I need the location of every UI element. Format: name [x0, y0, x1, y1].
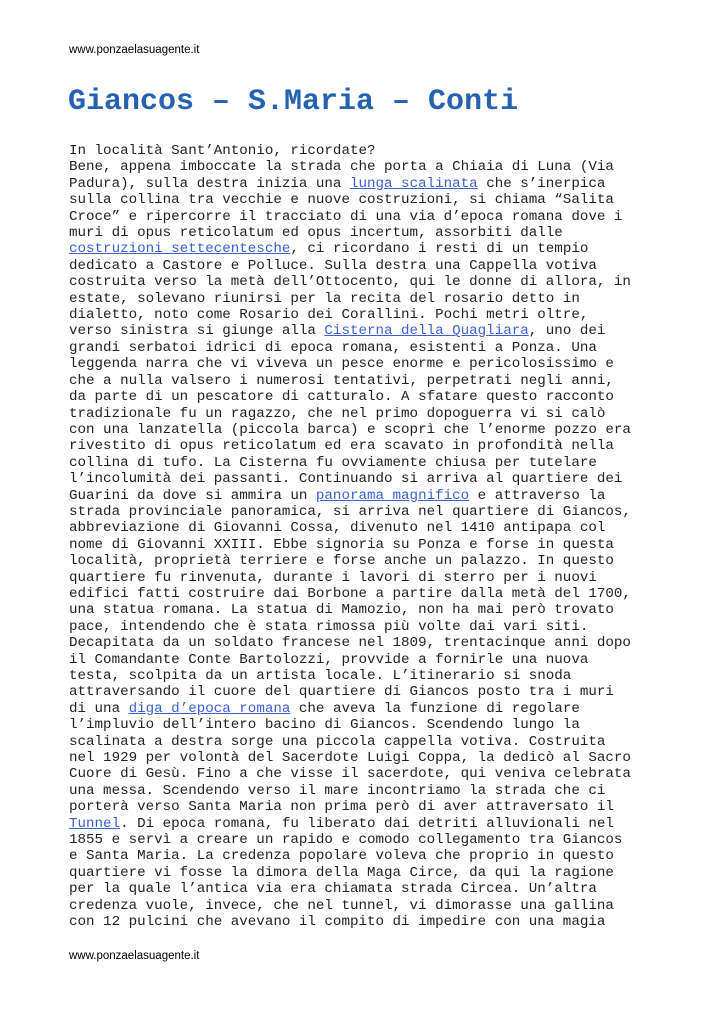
text-line: [69, 291, 669, 307]
text-line: [69, 274, 669, 290]
link-tunnel[interactable]: Tunnel: [69, 815, 121, 832]
text-segment: tradizionale fu un ragazzo, che nel primo dopoguerra vi si calò: [69, 405, 606, 422]
text-segment: e attraverso la: [469, 487, 606, 504]
text-segment: 1855 e servì a creare un rapido e comodo collegamento tra Giancos: [69, 832, 623, 849]
text-line: [69, 570, 669, 586]
text-segment: costruita verso la metà dell’Ottocento, qui le donne di allora, in: [69, 274, 631, 291]
text-segment: l’incolumità dei passanti. Continuando si arriva al quartiere dei: [69, 471, 623, 488]
text-segment: attraversando il cuore del quartiere di Giancos posto tra i muri: [69, 684, 614, 701]
text-segment: Bene, appena imboccate la strada che porta a Chiaia di Luna (Via: [69, 159, 614, 176]
text-line: [69, 898, 669, 914]
text-segment: Croce” e ripercorre il tracciato di una via d’epoca romana dove i: [69, 208, 623, 225]
text-line: [69, 652, 669, 668]
text-line: [69, 389, 669, 405]
text-segment: e Santa Maria. La credenza popolare voleva che proprio in questo: [69, 848, 614, 865]
text-segment: Guarini da dove si ammira un: [69, 487, 316, 504]
text-line: [69, 340, 669, 356]
text-line: [69, 865, 669, 881]
text-segment: collina di tufo. La Cisterna fu ovviamente chiusa per tutelare: [69, 454, 597, 471]
text-line: [69, 504, 669, 520]
link-panorama-magnifico[interactable]: panorama magnifico: [315, 487, 470, 504]
text-line: [69, 537, 669, 553]
text-line: [69, 373, 669, 389]
link-lunga-scalinata[interactable]: lunga scalinata: [349, 175, 478, 192]
text-line: [69, 406, 669, 422]
page-title: Giancos – S.Maria – Conti: [68, 85, 519, 119]
text-line: [69, 209, 669, 225]
text-segment: nome di Giovanni XXIII. Ebbe signoria su Ponza e forse in questa: [69, 536, 614, 553]
text-line: [69, 553, 669, 569]
text-segment: con una lanzatella (piccola barca) e scoprì che l’enorme pozzo era: [69, 421, 631, 438]
text-segment: Padura), sulla destra inizia una: [69, 175, 350, 192]
text-segment: quartiere fu rinvenuta, durante i lavori di sterro per i nuovi: [69, 569, 597, 586]
text-line: [69, 799, 669, 815]
text-line: [69, 192, 669, 208]
text-line: [69, 176, 669, 192]
text-line: [69, 586, 669, 602]
text-line: [69, 520, 669, 536]
text-segment: una statua romana. La statua di Mamozio, non ha mai però trovato: [69, 602, 614, 619]
text-segment: per la quale l’antica via era chiamata strada Circea. Un’altra: [69, 881, 597, 898]
text-segment: sulla collina tra vecchie e nuove costruzioni, si chiama “Salita: [69, 192, 614, 209]
text-line: [69, 832, 669, 848]
text-segment: In località Sant’Antonio, ricordate?: [69, 143, 376, 159]
text-line: [69, 766, 669, 782]
text-segment: credenza vuole, invece, che nel tunnel, vi dimorasse una gallina: [69, 897, 614, 914]
text-segment: abbreviazione di Giovanni Cossa, divenuto nel 1410 antipapa col: [69, 520, 606, 537]
text-segment: edifici fatti costruire dai Borbone a partire dalla metà del 1700,: [69, 585, 631, 602]
text-segment: scalinata a destra sorge una piccola cappella votiva. Costruita: [69, 733, 606, 750]
text-line: [69, 635, 669, 651]
text-segment: quartiere vi fosse la dimora della Maga Circe, da qui la ragione: [69, 864, 614, 881]
text-line: [69, 422, 669, 438]
text-line: [69, 668, 669, 684]
text-segment: muri di opus reticolatum ed opus incertum, assorbiti dalle: [69, 225, 563, 242]
text-segment: testa, scolpita da un artista locale. L’itinerario si snoda: [69, 668, 572, 684]
text-line: [69, 734, 669, 750]
text-line: [69, 307, 669, 323]
text-line: [69, 619, 669, 635]
text-line: [69, 455, 669, 471]
text-segment: , uno dei: [528, 323, 606, 340]
header-url: www.ponzaelasuagente.it: [69, 44, 200, 56]
text-segment: di una: [69, 700, 129, 717]
text-segment: rivestito di opus reticolatum ed era scavato in profondità nella: [69, 438, 614, 455]
text-line: [69, 684, 669, 700]
text-line: [69, 816, 669, 832]
text-segment: il Comandante Conte Bartolozzi, provvide a fornirle una nuova: [69, 651, 589, 668]
text-segment: dialetto, noto come Rosario dei Corallini. Pochi metri oltre,: [69, 307, 589, 324]
text-line: [69, 258, 669, 274]
text-line: [69, 438, 669, 454]
footer-url: www.ponzaelasuagente.it: [69, 950, 200, 962]
text-segment: estate, solevano riunirsi per la recita del rosario detto in: [69, 290, 580, 307]
text-segment: Cuore di Gesù. Fino a che visse il sacerdote, qui veniva celebrata: [69, 766, 631, 783]
link-costruzioni-settecentesche[interactable]: costruzioni settecentesche: [69, 241, 291, 258]
text-segment: località, proprietà terriere e forse anche un palazzo. In questo: [69, 553, 614, 570]
text-segment: strada provinciale panoramica, si arriva nel quartiere di Giancos,: [69, 503, 631, 520]
text-line: [69, 750, 669, 766]
text-line: [69, 701, 669, 717]
text-line: [69, 881, 669, 897]
text-line: [69, 356, 669, 372]
text-segment: pace, intendendo che è stata rimossa più volte dai vari siti.: [69, 618, 589, 635]
link-cisterna-quagliara[interactable]: Cisterna della Quagliara: [324, 323, 529, 340]
text-line: [69, 471, 669, 487]
text-segment: dedicato a Castore e Polluce. Sulla destra una Cappella votiva: [69, 257, 597, 274]
text-line: [69, 717, 669, 733]
text-line: [69, 241, 669, 257]
text-segment: porterà verso Santa Maria non prima però di aver attraversato il: [69, 799, 614, 816]
text-segment: leggenda narra che vi viveva un pesce enorme e pericolosissimo e: [69, 356, 614, 373]
text-line: [69, 783, 669, 799]
text-segment: nel 1929 per volontà del Sacerdote Luigi Coppa, la dedicò al Sacro: [69, 750, 631, 767]
text-segment: grandi serbatoi idrici di epoca romana, esistenti a Ponza. Una: [69, 339, 597, 356]
text-segment: verso sinistra si giunge alla: [69, 323, 325, 340]
text-line: [69, 602, 669, 618]
text-segment: , ci ricordano i resti di un tempio: [290, 241, 589, 258]
text-segment: da parte di un pescatore di catturalo. A sfatare questo racconto: [69, 389, 614, 406]
body-paragraph: [69, 143, 669, 931]
link-diga-romana[interactable]: diga d’epoca romana: [128, 700, 291, 717]
text-line: [69, 225, 669, 241]
text-segment: con 12 pulcini che avevano il compito di impedire con una magia: [69, 914, 606, 931]
text-segment: che aveva la funzione di regolare: [290, 700, 580, 717]
text-line: [69, 914, 669, 930]
text-segment: che a nulla valsero i numerosi tentativi, perpetrati negli anni,: [69, 372, 614, 389]
text-segment: che s’inerpica: [477, 175, 606, 192]
text-line: [69, 848, 669, 864]
text-segment: l’impluvio dell’intero bacino di Giancos. Scendendo lungo la: [69, 717, 580, 734]
text-segment: . Di epoca romana, fu liberato dai detriti alluvionali nel: [120, 815, 614, 832]
text-segment: Decapitata da un soldato francese nel 1809, trentacinque anni dopo: [69, 635, 631, 652]
text-segment: una messa. Scendendo verso il mare incontriamo la strada che ci: [69, 782, 606, 799]
text-line: [69, 488, 669, 504]
text-line: [69, 323, 669, 339]
text-line: [69, 159, 669, 175]
text-line: [69, 143, 669, 159]
